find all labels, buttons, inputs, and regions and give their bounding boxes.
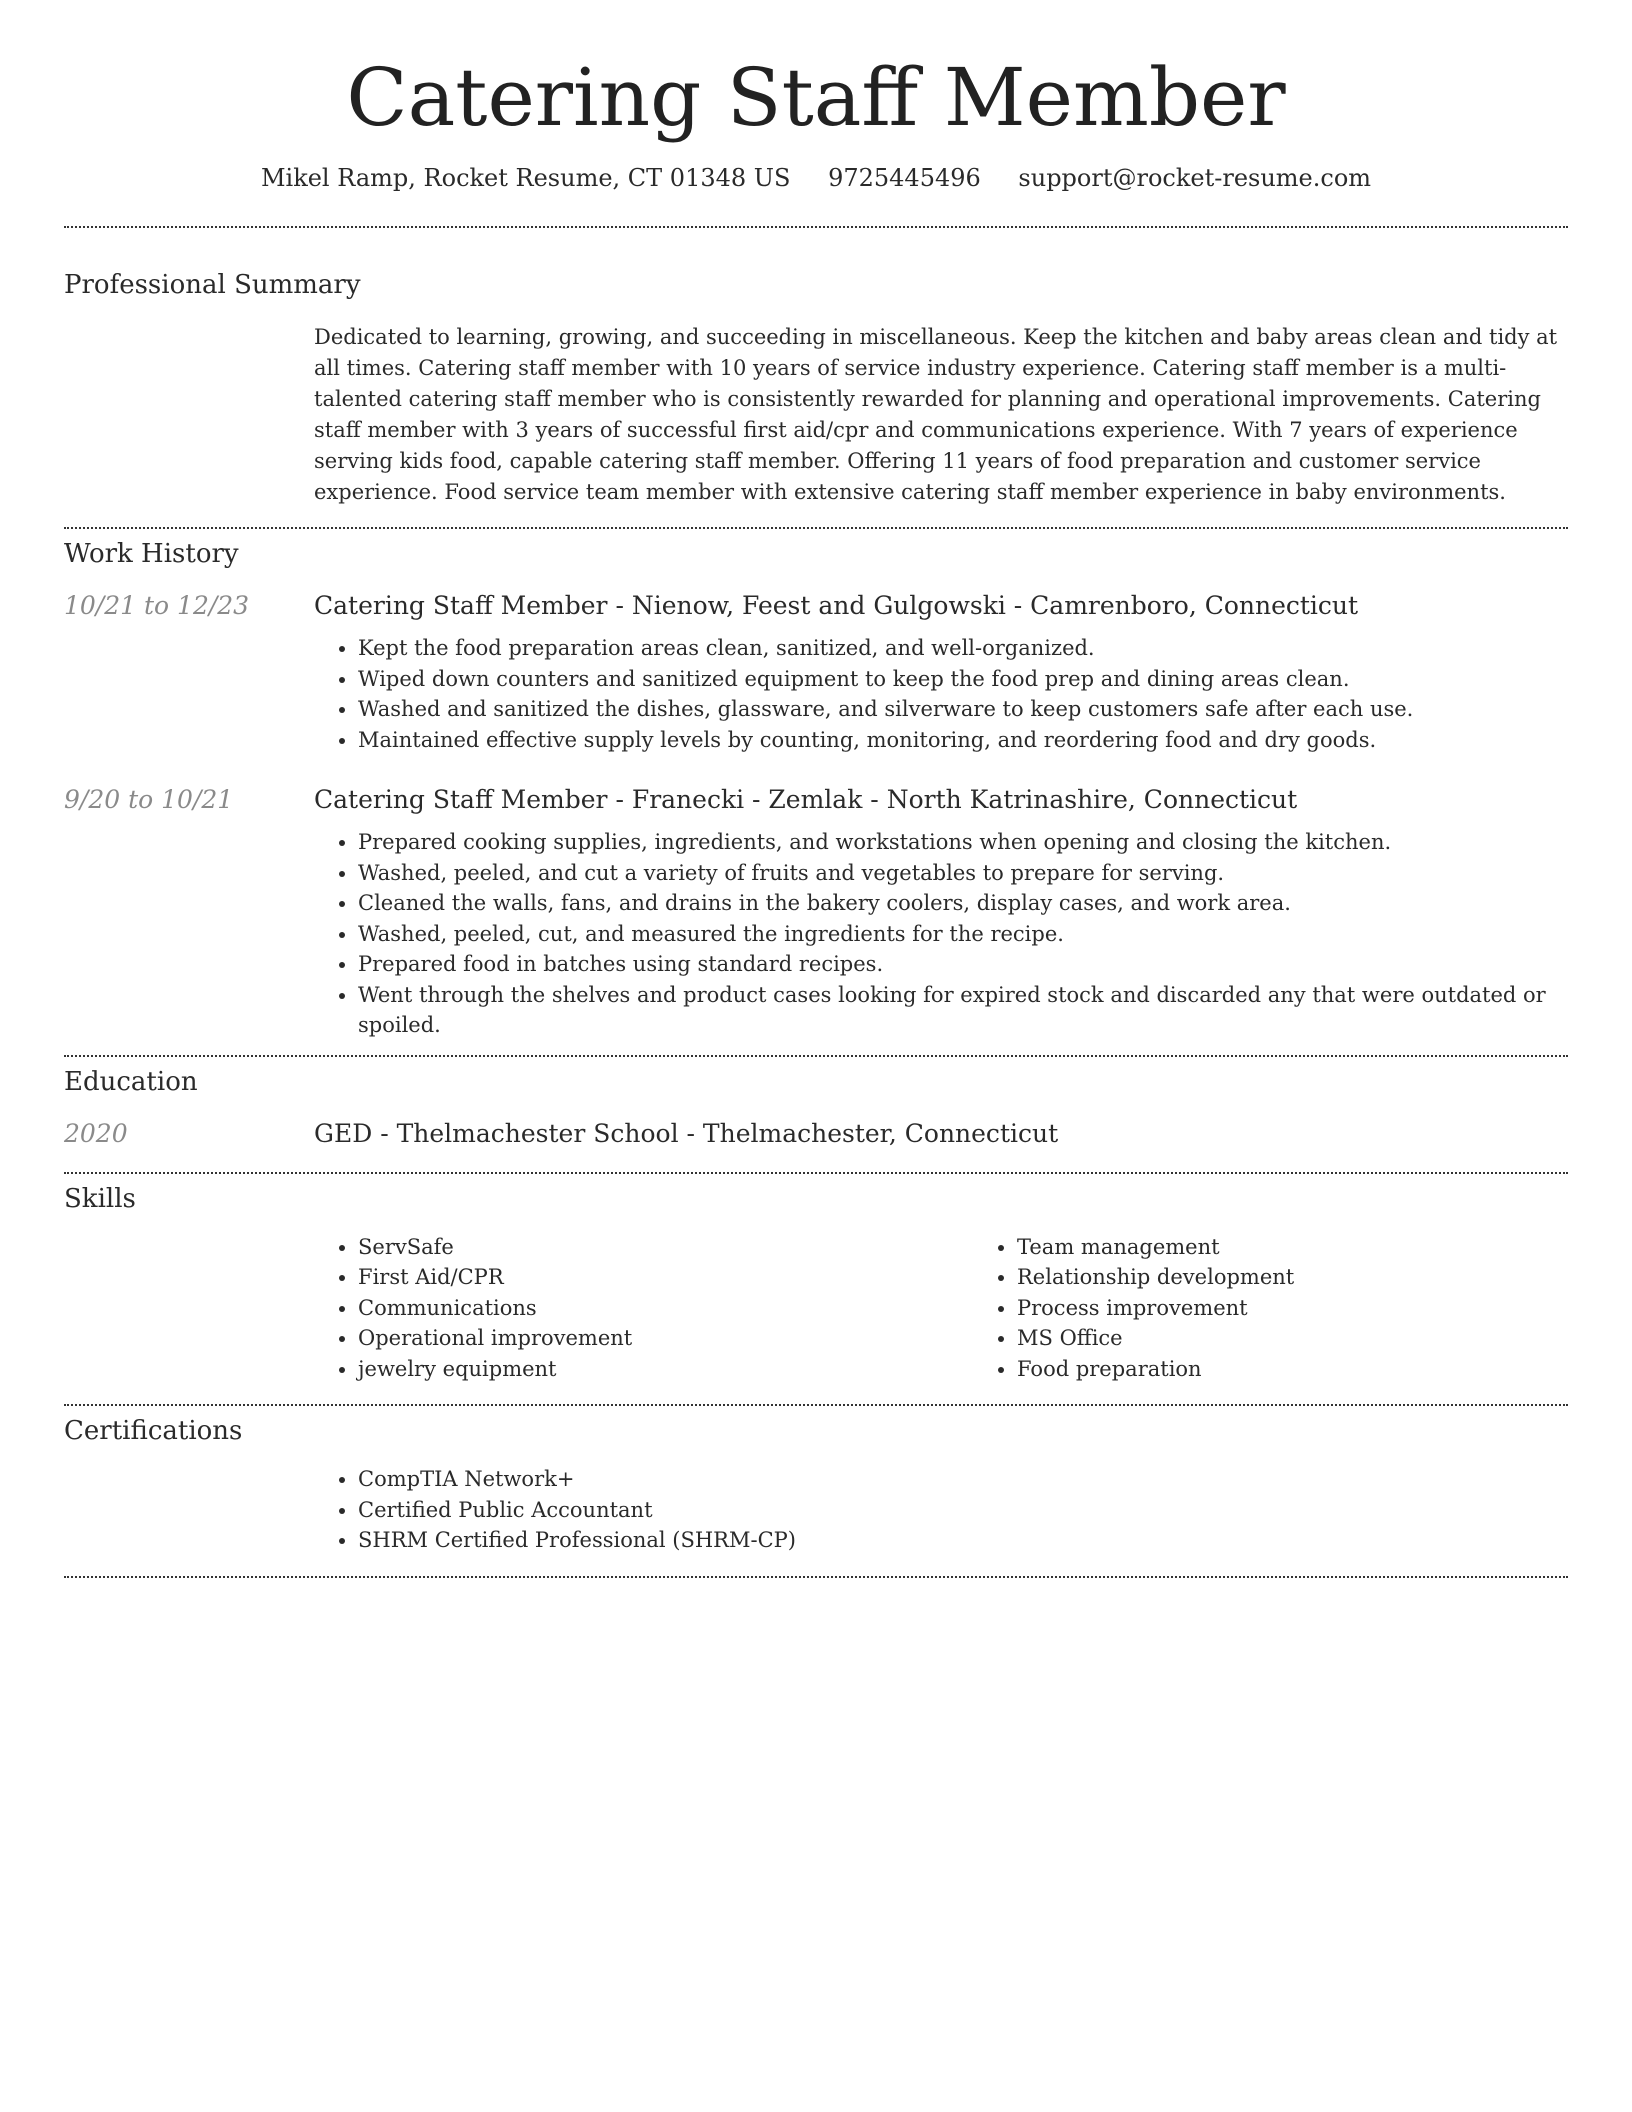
list-item: • CompTIA Network+ — [358, 1464, 1568, 1495]
list-item: • jewelry equipment — [358, 1354, 973, 1385]
list-item: • Team management — [1017, 1232, 1632, 1263]
resume-name: Catering Staff Member — [346, 51, 1286, 144]
job-dates: 10/21 to 12/23 — [64, 591, 250, 620]
list-item: • Maintained effective supply levels by counting, monitoring, and reordering food and dry goods. — [358, 725, 1568, 756]
list-item: • Washed, peeled, cut, and measured the ingredients for the recipe. — [358, 919, 1568, 950]
list-item: • Operational improvement — [358, 1323, 973, 1354]
list-item: • Washed and sanitized the dishes, glassware, and silverware to keep customers safe after each use. — [358, 694, 1568, 725]
summary-text: Dedicated to learning, growing, and succeeding in miscellaneous. Keep the kitchen and baby areas clean and tidy at all times. Catering staff member with 10 years of service industry experience. Catering staff member is a multi-talented catering staff member who is consistently rewarded for planning and operational improvements. Catering staff member with 3 years of successful first aid/cpr and communications experience. With 7 years of experience serving kids food, capable catering staff member. Offering 11 years of food preparation and customer service experience. Food service team member with extensive catering staff member experience in baby environments. — [314, 325, 1558, 504]
list-item: • Communications — [358, 1293, 973, 1324]
section-title-certifications: Certifications — [64, 1416, 243, 1446]
education-dates: 2020 — [64, 1118, 128, 1148]
job-heading: Catering Staff Member - Franecki - Zemlak - North Katrinashire, Connecticut — [314, 785, 1298, 814]
list-item: • ServSafe — [358, 1232, 973, 1263]
divider — [64, 527, 1568, 529]
certifications-list — [314, 1464, 1568, 1556]
contact-phone: 9725445496 — [828, 164, 981, 192]
list-item: • Food preparation — [1017, 1354, 1632, 1385]
summary-section — [64, 270, 1568, 508]
date-column-spacer — [64, 322, 314, 508]
skills-grid — [314, 1232, 1632, 1385]
divider — [64, 1172, 1568, 1174]
section-title-education: Education — [64, 1066, 198, 1097]
skills-section — [64, 1184, 1568, 1385]
education-entry — [64, 1119, 1568, 1148]
contact-address: Mikel Ramp, Rocket Resume, CT 01348 US — [260, 164, 791, 192]
list-item: • Prepared food in batches using standard recipes. — [358, 949, 1568, 980]
job-entry — [64, 591, 1568, 755]
job-bullets — [314, 633, 1568, 755]
date-column-spacer — [64, 1232, 314, 1385]
education-section — [64, 1067, 1568, 1148]
section-title-skills: Skills — [64, 1183, 136, 1214]
skills-list-right — [973, 1232, 1632, 1385]
list-item: • Cleaned the walls, fans, and drains in the bakery coolers, display cases, and work area. — [358, 888, 1568, 919]
summary-row — [64, 322, 1568, 508]
job-content — [314, 591, 1568, 755]
skills-list-left — [314, 1232, 973, 1385]
date-column-spacer — [64, 1464, 314, 1556]
education-heading: GED - Thelmachester School - Thelmachester, Connecticut — [314, 1118, 1059, 1148]
work-history-section — [64, 539, 1568, 1041]
list-item: • Went through the shelves and product cases looking for expired stock and discarded any that were outdated or spoiled. — [358, 980, 1568, 1041]
list-item: • Wiped down counters and sanitized equipment to keep the food prep and dining areas clean. — [358, 664, 1568, 695]
skills-row — [64, 1232, 1568, 1385]
job-heading: Catering Staff Member - Nienow, Feest and Gulgowski - Camrenboro, Connecticut — [314, 591, 1359, 620]
section-title-summary: Professional Summary — [64, 270, 361, 300]
section-title-work: Work History — [64, 539, 239, 569]
divider — [64, 1404, 1568, 1406]
list-item: • Process improvement — [1017, 1293, 1632, 1324]
list-item: • Washed, peeled, and cut a variety of fruits and vegetables to prepare for serving. — [358, 858, 1568, 889]
list-item: • Certified Public Accountant — [358, 1495, 1568, 1526]
list-item: • Kept the food preparation areas clean, sanitized, and well-organized. — [358, 633, 1568, 664]
certifications-row — [64, 1464, 1568, 1556]
list-item: • First Aid/CPR — [358, 1262, 973, 1293]
certifications-section — [64, 1416, 1568, 1556]
resume-page — [64, 0, 1568, 1578]
job-dates: 9/20 to 10/21 — [64, 785, 234, 814]
job-content — [314, 785, 1568, 1041]
list-item: • MS Office — [1017, 1323, 1632, 1354]
list-item: • SHRM Certified Professional (SHRM-CP) — [358, 1525, 1568, 1556]
divider — [64, 1055, 1568, 1057]
list-item: • Prepared cooking supplies, ingredients, and workstations when opening and closing the kitchen. — [358, 827, 1568, 858]
certifications-content — [314, 1464, 1568, 1556]
contact-email: support@rocket-resume.com — [1018, 164, 1372, 192]
contact-line — [64, 164, 1568, 192]
divider — [64, 226, 1568, 228]
list-item: • Relationship development — [1017, 1262, 1632, 1293]
job-bullets — [314, 827, 1568, 1041]
job-entry — [64, 785, 1568, 1041]
divider — [64, 1576, 1568, 1578]
